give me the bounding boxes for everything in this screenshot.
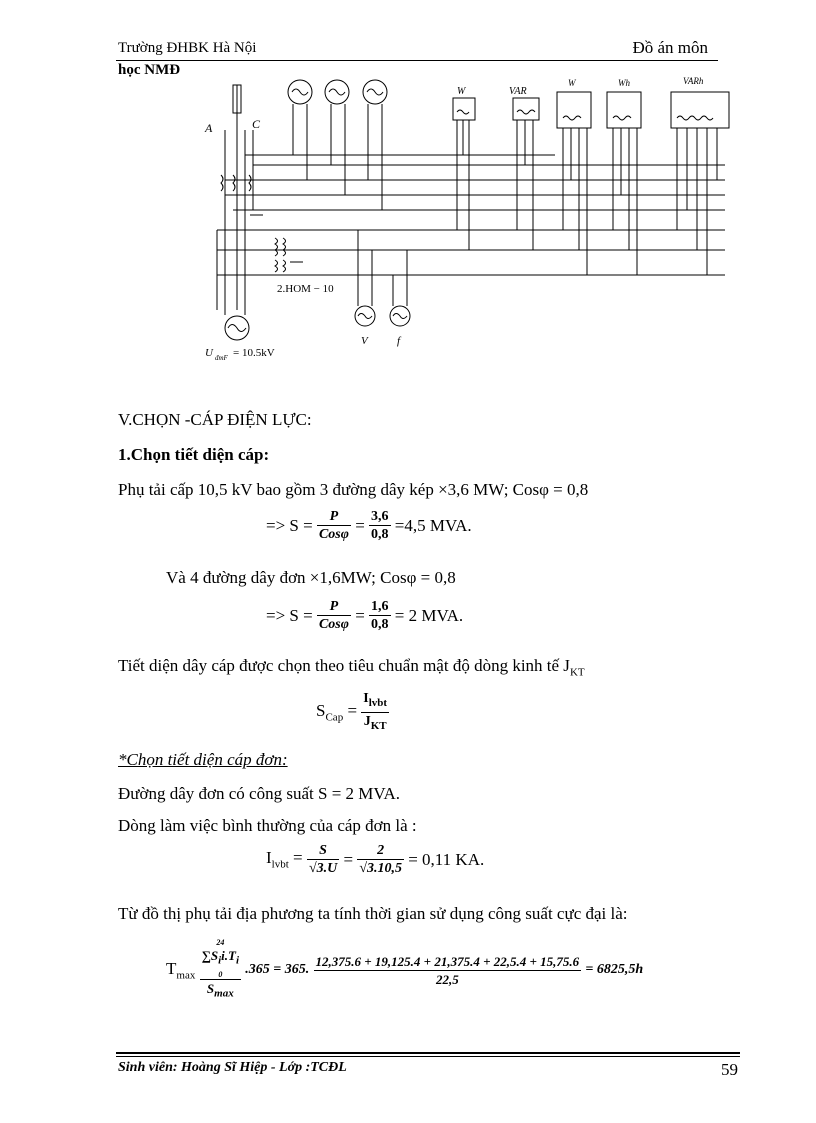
footer-student: Sinh viên: Hoàng Sĩ Hiệp - Lớp :TCĐL [118,1060,347,1075]
footer-rule-thin [116,1056,740,1057]
watt-hour-meter-label: Wh [618,78,630,88]
paragraph-load: Phụ tải cấp 10,5 kV bao gồm 3 đường dây kép ×3,6 MW; Cosφ = 0,8 [118,480,589,499]
equation-cable-section: $S_{Cap}$ = $\frac{I_{lvbt}}{J_{KT}}$ [316,691,388,732]
source-voltage-sub: đmF [215,354,228,362]
header-course: Đồ án môn [632,38,708,57]
eq1-result: =4,5 MVA. [394,515,472,535]
eq2-numerator-value: 1,6 [371,599,389,614]
paragraph-single-power: Đường dây đơn có công suất S = 2 MVA. [118,784,401,803]
eq2-prefix: => S = [266,605,313,625]
equation-apparent-power-double: => S = $\frac{P}{\text{Cosφ}}$ = $\frac{3,6}{0,8}$ =4,5 MVA. [266,509,472,542]
source-voltage-value: = 10.5kV [233,347,275,359]
watt-meter-label: W [457,86,466,97]
header-course-continued: học NMĐ [118,62,181,78]
source-voltage-label: U [205,347,213,359]
paragraph-cable-selection: Tiết diện dây cáp được chọn theo tiêu chuẩn mật độ dòng kinh tế $J_{KT}$ [118,656,585,679]
footer-rule-thick [116,1052,740,1054]
header-rule [116,60,718,61]
eq2-denominator: Cosφ [318,617,349,632]
eq1-denominator-value: 0,8 [371,527,389,542]
var-meter-label: VAR [509,86,527,97]
page-number: 59 [721,1060,738,1079]
subsection-single-cable: *Chọn tiết diện cáp đơn: [118,750,288,769]
equation-apparent-power-single: => S = $\frac{P}{\text{Cosφ}}$ = $\frac{1,6}{0,8}$ = 2 MVA. [266,599,464,632]
varh-meter-label: VARh [683,76,704,86]
eq2-result: = 2 MVA. [394,605,464,625]
eq1-numerator: P [317,508,351,526]
header-school: Trường ĐHBK Hà Nội [118,40,257,56]
paragraph-normal-current: Dòng làm việc bình thường của cáp đơn là : [118,816,417,835]
paragraph-tmax-intro: Từ đồ thị phụ tải địa phương ta tính thời gian sử dụng công suất cực đại là: [118,904,628,923]
section-heading: V.CHỌN -CÁP ĐIỆN LỰC: [118,410,312,429]
eq2-denominator-value: 0,8 [371,617,389,632]
frequency-meter-label: f [397,335,401,347]
equation-normal-current: $I_{lvbt}$ = $\frac{S}{√3.U}$ = $\frac{2}{√3.10,5}$ = 0,11 KA. [266,843,485,876]
measurement-circuit-diagram [195,70,730,365]
voltmeter-label: V [361,335,368,347]
phase-c-label: C [252,117,261,131]
eq1-numerator-value: 3,6 [371,509,389,524]
paragraph-single-lines: Và 4 đường dây đơn ×1,6MW; Cosφ = 0,8 [166,568,456,587]
equation-tmax: $T_{max}$ 24 $\sum S_ii.T_i$ 0 $S_{max}$ .365 = 365. $\frac{12,375.6 + 19,125.4 + 21,375.4 + 22,5.4 + 15,75.6}{22,5}$ = 6825,5h [166,938,644,1000]
eq2-numerator: P [317,598,351,616]
eq1-prefix: => S = [266,515,313,535]
vt-label: 2.HOM − 10 [277,283,334,295]
phase-a-label: A [205,121,213,135]
watt-meter-2-label: W [568,78,576,88]
subsection-heading: 1.Chọn tiết diện cáp: [118,445,270,464]
eq1-denominator: Cosφ [318,527,349,542]
